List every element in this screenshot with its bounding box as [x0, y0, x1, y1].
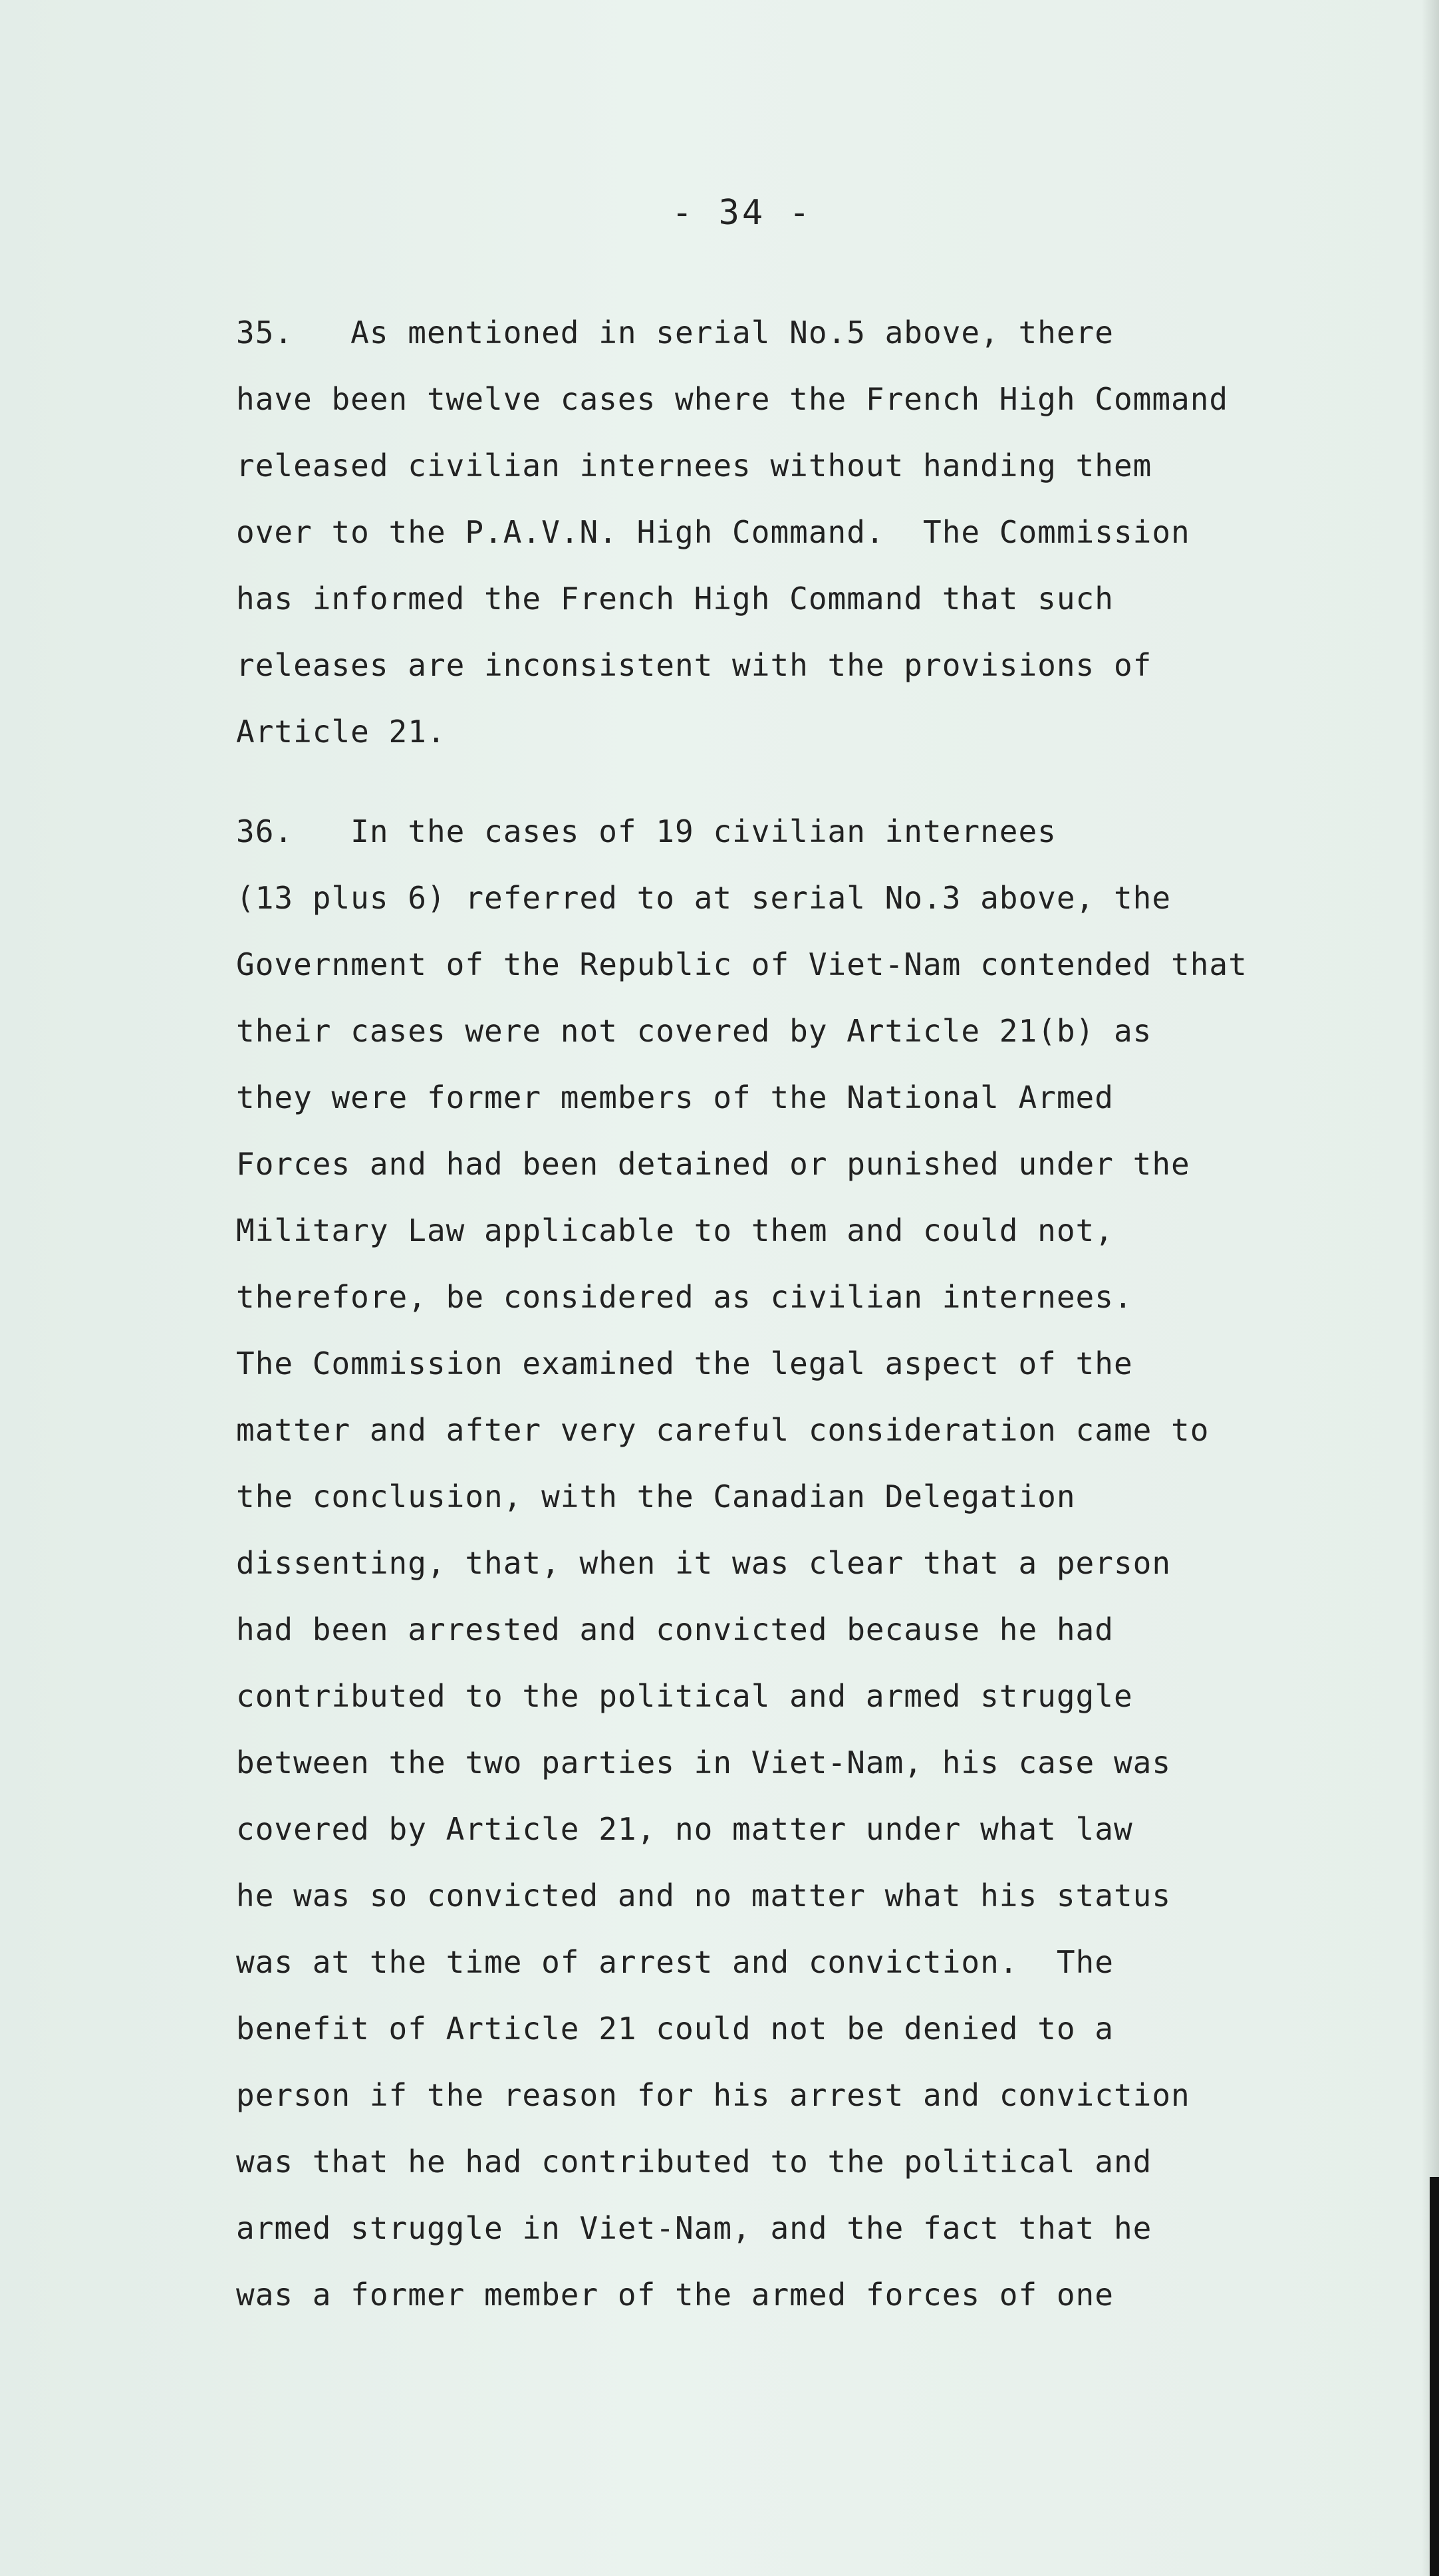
page-number: - 34 - — [672, 193, 813, 233]
text-line: covered by Article 21, no matter under what law — [236, 1811, 1133, 1847]
text-line: person if the reason for his arrest and conviction — [236, 2077, 1190, 2113]
paragraph-35 — [236, 299, 1300, 765]
text-line: between the two parties in Viet-Nam, his case was — [236, 1745, 1172, 1781]
text-line: Government of the Republic of Viet-Nam contended that — [236, 946, 1247, 982]
text-line: 35. As mentioned in serial No.5 above, there — [236, 315, 1114, 351]
text-line: they were former members of the National Armed — [236, 1079, 1114, 1115]
text-line: releases are inconsistent with the provisions of — [236, 647, 1152, 683]
text-line: Article 21. — [236, 714, 446, 750]
text-line: contributed to the political and armed struggle — [236, 1678, 1133, 1714]
text-line: was that he had contributed to the political and — [236, 2144, 1152, 2180]
text-line: have been twelve cases where the French High Command — [236, 381, 1229, 417]
text-line: dissenting, that, when it was clear that a person — [236, 1545, 1172, 1581]
text-line: was at the time of arrest and conviction. The — [236, 1944, 1114, 1980]
text-line: 36. In the cases of 19 civilian internees — [236, 813, 1057, 849]
page-edge-dark — [1430, 2177, 1439, 2576]
text-line: Military Law applicable to them and could not, — [236, 1213, 1114, 1248]
text-line: their cases were not covered by Article 21(b) as — [236, 1013, 1152, 1049]
text-line: armed struggle in Viet-Nam, and the fact that he — [236, 2210, 1152, 2246]
text-line: matter and after very careful consideration came to — [236, 1412, 1210, 1448]
text-line: was a former member of the armed forces of one — [236, 2277, 1114, 2313]
text-line: The Commission examined the legal aspect of the — [236, 1346, 1133, 1381]
text-line: (13 plus 6) referred to at serial No.3 above, the — [236, 880, 1172, 916]
text-line: had been arrested and convicted because he had — [236, 1612, 1114, 1647]
text-line: therefore, be considered as civilian internees. — [236, 1279, 1133, 1315]
text-line: has informed the French High Command that such — [236, 581, 1114, 617]
text-line: he was so convicted and no matter what his status — [236, 1878, 1172, 1914]
text-line: released civilian internees without handing them — [236, 448, 1152, 484]
text-line: over to the P.A.V.N. High Command. The Commission — [236, 514, 1190, 550]
text-line: benefit of Article 21 could not be denied to a — [236, 2011, 1114, 2047]
text-line: Forces and had been detained or punished under the — [236, 1146, 1190, 1182]
text-line: the conclusion, with the Canadian Delegation — [236, 1479, 1076, 1514]
paragraph-36 — [236, 798, 1300, 2328]
